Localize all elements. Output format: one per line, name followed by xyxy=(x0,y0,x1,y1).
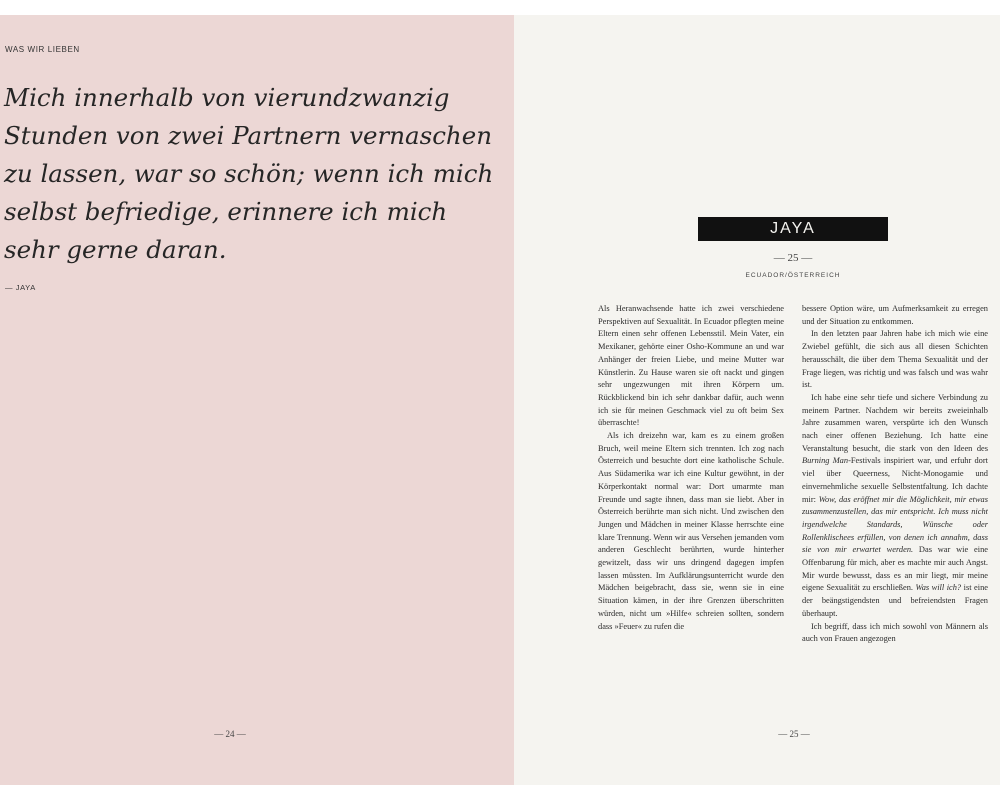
text-column-left xyxy=(598,303,784,713)
paragraph xyxy=(802,392,988,621)
italic-run: Burning Man xyxy=(802,456,849,466)
left-page xyxy=(0,15,514,785)
page-number-right: — 25 — xyxy=(778,729,810,739)
section-label: WAS WIR LIEBEN xyxy=(5,45,80,54)
text-run: ist eine der beängstigendsten und befreiendsten Fragen überhaupt. xyxy=(802,583,988,618)
italic-run: Wow, das eröffnet mir die Möglichkeit, mir etwas zusammenzustellen, das mir entspricht. Ich muss nicht irgendwelche Standards, Wünsche oder Rollenklischees erfüllen, von denen ich annahm, dass sie von mir erwartet werden. xyxy=(802,494,988,555)
italic-run: Was will ich? xyxy=(915,583,962,593)
profile-name-banner: JAYA xyxy=(698,217,888,241)
paragraph: Als ich dreizehn war, kam es zu einem großen Bruch, weil meine Eltern sich trennten. Ich zog nach Österreich und besuchte dort eine katholische Schule. Aus Südamerika war ich eine Kultur gewöhnt, in der Körperkontakt normal war: Dort umarmte man Freunde und sagte ihnen, dass man sie liebt. Aber in Österreich berührte man sich nicht. Und zwischen den Jungen und Mädchen in meiner Klasse herrschte eine klare Trennung. Wenn wir aus Versehen jemanden vom anderen Geschlecht berührten, wurde hinterher gewitzelt, dass wir uns dringend dagegen impfen lassen müssten. Im Aufklärungsunterricht wurde den Mädchen beigebracht, dass sie, wenn sie in eine Situation kämen, in der ihre Grenzen überschritten würden, nicht um »Hilfe« schreien sollten, sondern dass »Feuer« zu rufen die xyxy=(598,431,784,631)
paragraph: Ich begriff, dass ich mich sowohl von Männern als auch von Frauen angezogen xyxy=(802,621,988,644)
profile-origin: ECUADOR/ÖSTERREICH xyxy=(745,272,841,279)
text-column-right xyxy=(802,303,988,713)
paragraph: In den letzten paar Jahren habe ich mich wie eine Zwiebel gefühlt, die sich aus all diesen Schichten herausschält, die über dem Thema Sexualität und der Frage liegen, was richtig und was falsch und was wahr ist. xyxy=(802,329,988,390)
quote-attribution: — JAYA xyxy=(5,283,36,292)
text-run: Ich habe eine sehr tiefe und sichere Verbindung zu meinem Partner. Nachdem wir bereits zweieinhalb Jahre zusammen waren, verspürte ich den Wunsch nach einer offenen Beziehung. Ich hatte eine Veranstaltung besucht, die stark von den Ideen des xyxy=(802,392,988,453)
text-run: Das war wie eine Offenbarung für mich, aber es machte mir auch Angst. Mir wurde bewusst, dass es an mir liegt, mir meine eigene Sexualität zu erschließen. xyxy=(802,545,988,593)
pull-quote: Mich innerhalb von vierundzwanzig Stunden von zwei Partnern vernaschen zu lassen, war so schön; wenn ich mich selbst befriedige, erinnere ich mich sehr gerne daran. xyxy=(4,83,494,264)
paragraph: Als Heranwachsende hatte ich zwei verschiedene Perspektiven auf Sexualität. In Ecuador pflegten meine Eltern einen sehr offenen Lebensstil. Mein Vater, ein Mexikaner, gehörte einer Osho-Kommune an und war Anhänger der freien Liebe, und meine Mutter war Künstlerin. Zu Hause waren sie oft nackt und gingen sehr ungezwungen mit ihren Körpern um. Rückblickend bin ich sehr dankbar dafür, auch wenn ich sie für meinen Geschmack viel zu oft beim Sex überraschte! xyxy=(598,304,784,428)
text-run: -Festivals inspiriert war, und erfuhr dort viel über Queerness, Nicht-Monogamie und einvernehmliche sexuelle Selbstentfaltung. Ich dachte mir: xyxy=(802,456,988,504)
profile-age: — 25 — xyxy=(773,252,813,264)
page-number-left: — 24 — xyxy=(214,729,246,739)
paragraph: bessere Option wäre, um Aufmerksamkeit zu erregen und der Situation zu entkommen. xyxy=(802,304,988,326)
